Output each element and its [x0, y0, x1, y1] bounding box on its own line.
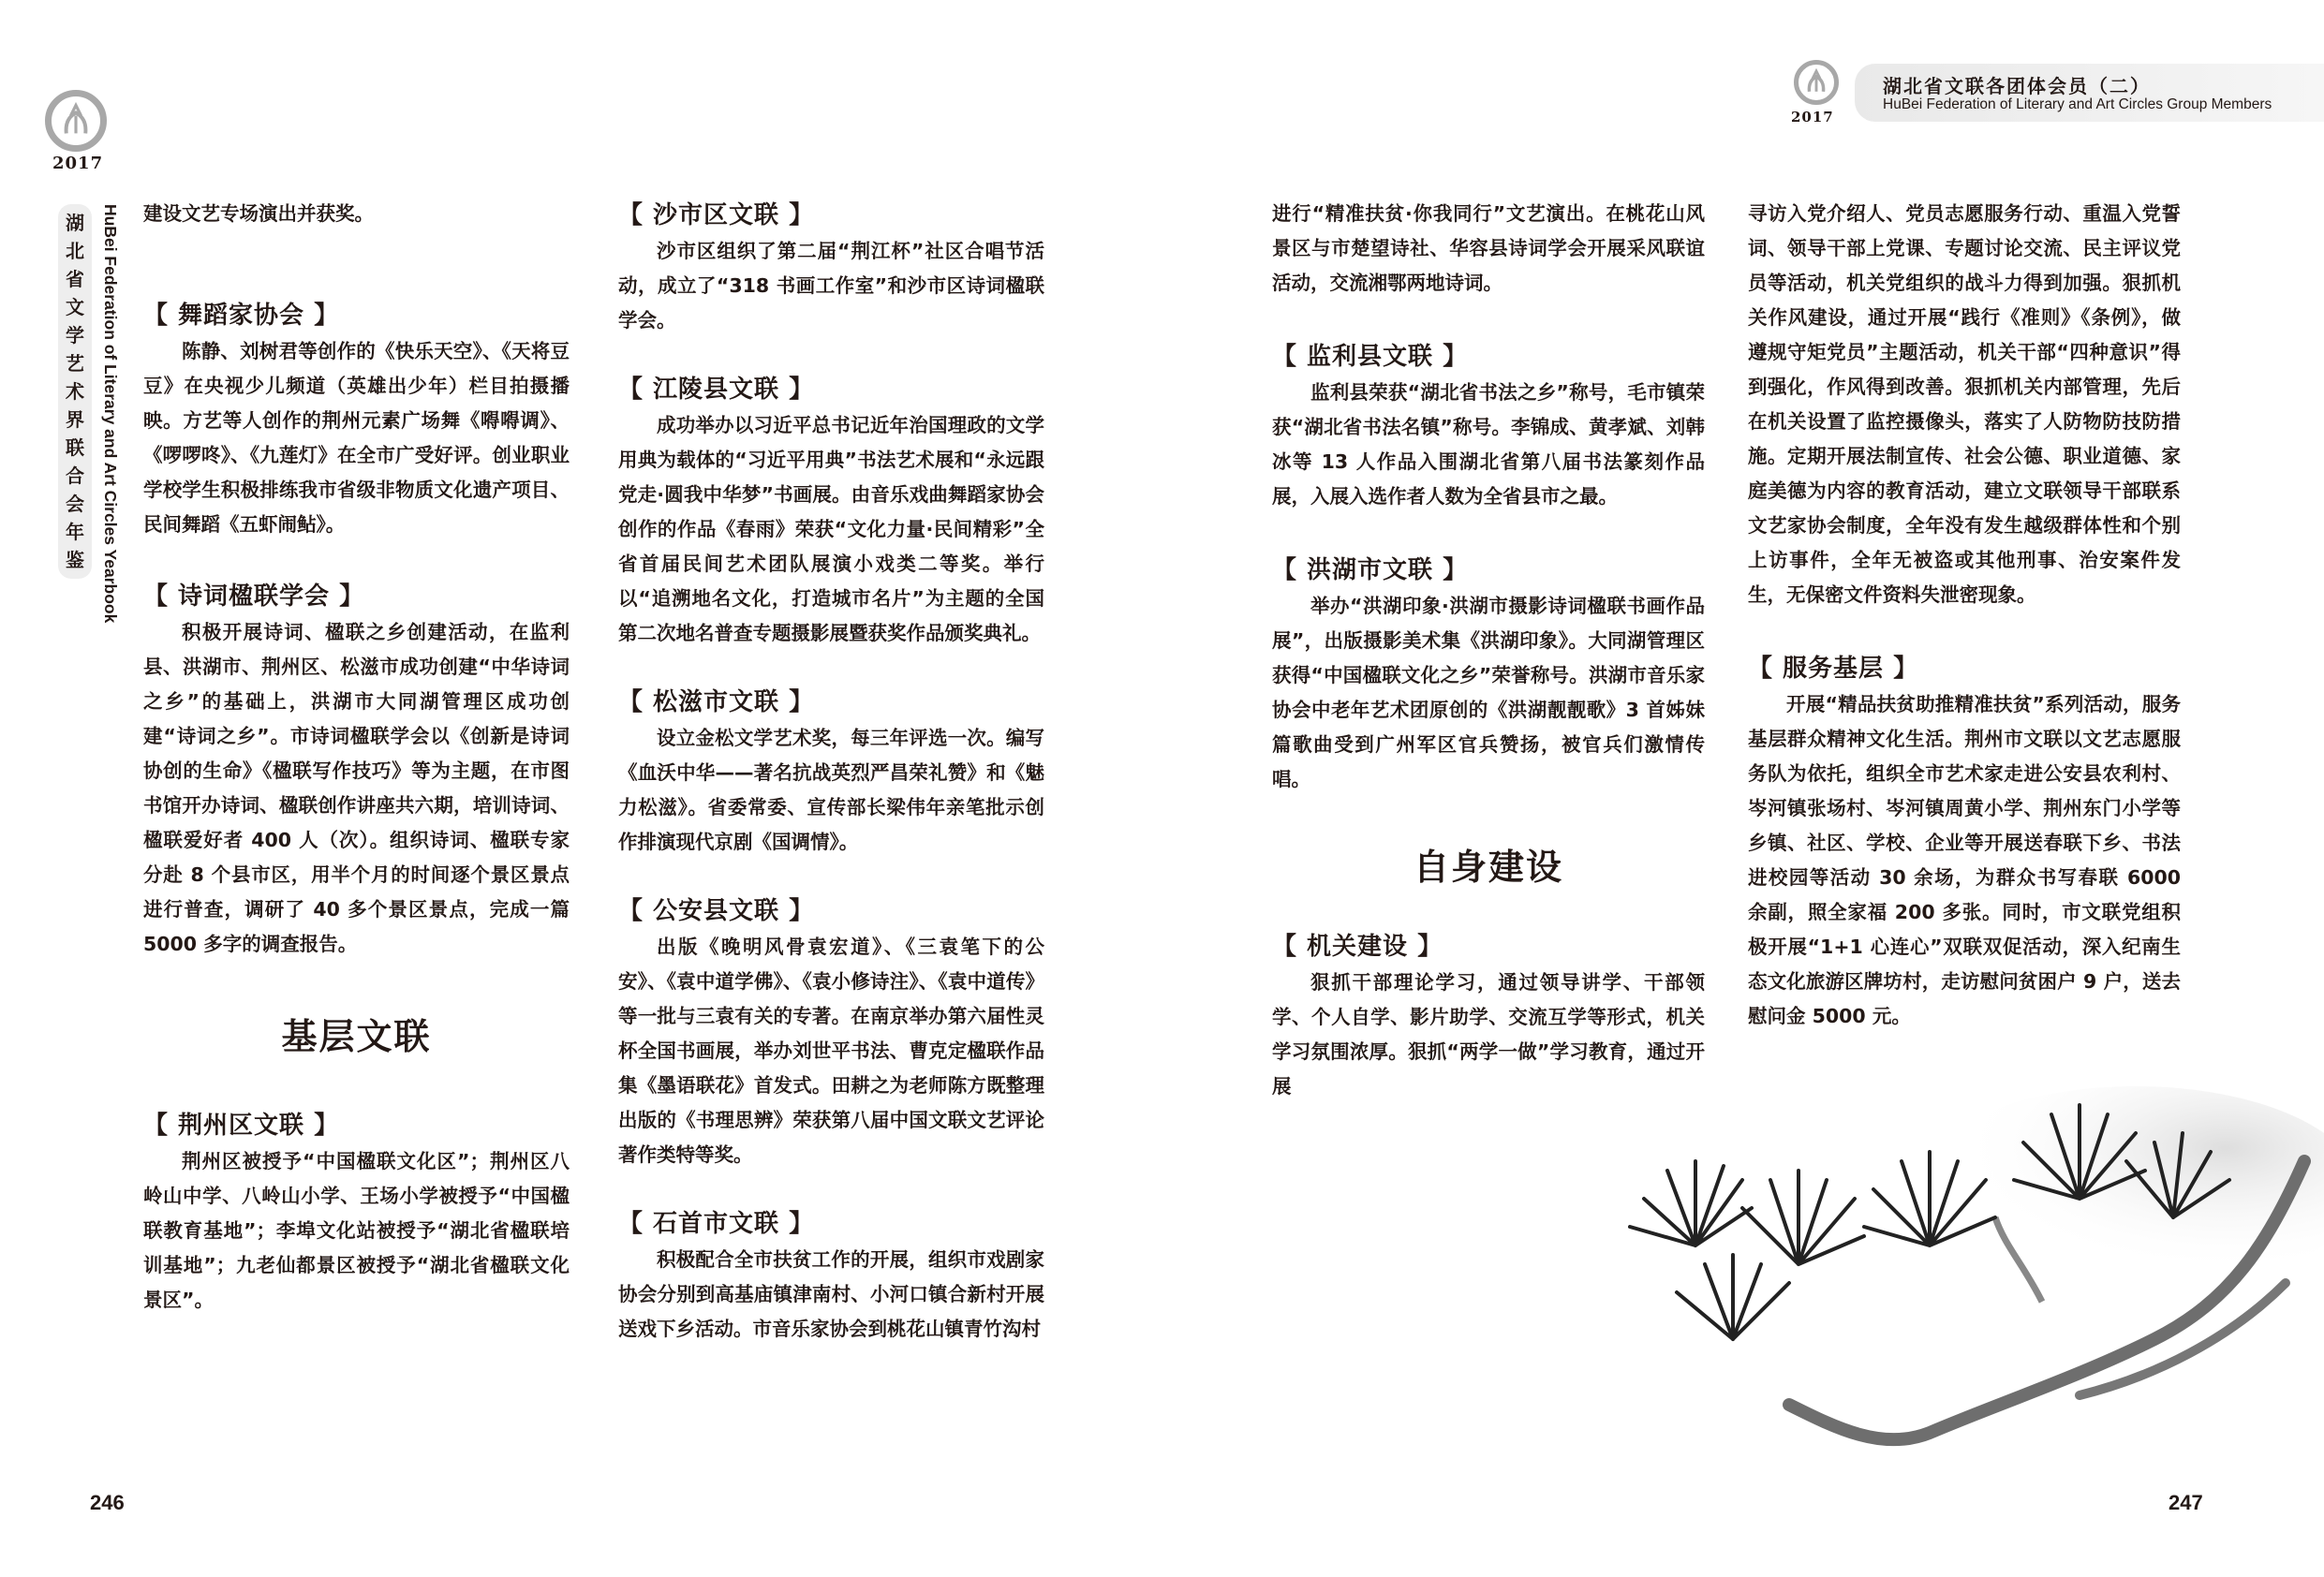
section-heading: 【 沙市区文联 】 [618, 201, 815, 229]
header-title-cn: 湖北省文联各团体会员（二） [1883, 75, 2151, 97]
paragraph: 开展“精品扶贫助推精准扶贫”系列活动，服务基层群众精神文化生活。荆州市文联以文艺志愿服务队为依托，组织全市艺术家走进公安县农利村、岑河镇张场村、岑河镇周黄小学、荆州东门小学等乡镇、社区、学校、企业等开展送春联下乡、书法进校园等活动 30 余场，为群众书写春联 6000 余副，照全家福 200 多张。同时，市文联党组积极开展“1+1 心连心”双联双促活动，深入纪南生态文化旅游区牌坊村，走访慰问贫困户 9 户，送去慰问金 5000 元。 [1748, 693, 2181, 1027]
sidebar-char: 艺 [66, 352, 84, 375]
paragraph: 陈静、刘树君等创作的《快乐天空》、《天将豆豆》在央视少儿频道（英雄出少年）栏目拍摄播映。方艺等人创作的荆州元素广场舞《嘚嘚调》、《啰啰咚》、《九莲灯》在全市广受好评。创业职业学校学生积极排练我市省级非物质文化遗产项目、民间舞蹈《五虾闹鲇》。 [143, 340, 570, 536]
sidebar-char: 鉴 [66, 549, 84, 571]
header-title-en: HuBei Federation of Literary and Art Circles Group Members [1883, 96, 2272, 112]
section-heading: 【 诗词楹联学会 】 [143, 582, 365, 611]
paragraph: 积极开展诗词、楹联之乡创建活动，在监利县、洪湖市、荆州区、松滋市成功创建“中华诗词之乡”的基础上，洪湖市大同湖管理区成功创建“诗词之乡”。市诗词楹联学会以《创新是诗词协创的生命》《楹联写作技巧》等为主题，在市图书馆开办诗词、楹联创作讲座共六期，培训诗词、楹联爱好者 400 人（次）。组织诗词、楹联专家分赴 8 个县市区，用半个月的时间逐个景区景点进行普查，调研了 40 多个景区景点，完成一篇 5000 多字的调查报告。 [143, 621, 570, 955]
section-heading: 【 监利县文联 】 [1272, 343, 1469, 371]
sidebar-char: 联 [66, 436, 84, 459]
sidebar-char: 学 [66, 324, 84, 346]
right-column-1 [1272, 197, 1705, 1104]
section-heading: 【 江陵县文联 】 [618, 376, 815, 404]
sidebar-title-en [97, 204, 122, 624]
section-heading: 【 机关建设 】 [1272, 933, 1443, 961]
page-number: 246 [90, 1491, 125, 1514]
chapter-heading: 基层文联 [281, 1016, 432, 1057]
section-heading: 【 石首市文联 】 [618, 1210, 815, 1238]
section-heading: 【 公安县文联 】 [618, 897, 815, 925]
paragraph: 建设文艺专场演出并获奖。 [143, 202, 374, 225]
sidebar-title-en-text: HuBei Federation of Literary and Art Circles Yearbook [101, 204, 120, 624]
sidebar-char: 合 [66, 464, 84, 487]
federation-logo-icon [1794, 60, 1839, 105]
paragraph: 寻访入党介绍人、党员志愿服务行动、重温入党誓词、领导干部上党课、专题讨论交流、民主评议党员等活动，机关党组织的战斗力得到加强。狠抓机关作风建设，通过开展“践行《准则》《条例》，做遵规守矩党员”主题活动，机关干部“四种意识”得到强化，作风得到改善。狠抓机关内部管理，先后在机关设置了监控摄像头，落实了人防物防技防措施。定期开展法制宣传、社会公德、职业道德、家庭美德为内容的教育活动，建立文联领导干部联系文艺家协会制度，全年没有发生越级群体性和个别上访事件，全年无被盗或其他刑事、治安案件发生，无保密文件资料失泄密现象。 [1748, 202, 2181, 606]
sidebar-char: 文 [66, 296, 84, 318]
sidebar-char: 界 [66, 408, 84, 431]
paragraph: 举办“洪湖印象·洪湖市摄影诗词楹联书画作品展”，出版摄影美术集《洪湖印象》。大同湖管理区获得“中国楹联文化之乡”荣誉称号。洪湖市音乐家协会中老年艺术团原创的《洪湖靓靓歌》3 首姊妹篇歌曲受到广州军区官兵赞扬，被官兵们激情传唱。 [1272, 595, 1705, 790]
paragraph: 监利县荣获“湖北省书法之乡”称号，毛市镇荣获“湖北省书法名镇”称号。李锦成、黄孝斌、刘韩冰等 13 人作品入围湖北省第八届书法篆刻作品展，入展入选作者人数为全省县市之最。 [1272, 381, 1705, 508]
paragraph: 积极配合全市扶贫工作的开展，组织市戏剧家协会分别到高基庙镇津南村、小河口镇合新村开展送戏下乡活动。市音乐家协会到桃花山镇青竹沟村 [618, 1248, 1044, 1340]
section-heading: 【 洪湖市文联 】 [1272, 556, 1469, 584]
yearbook-year: 2017 [1791, 109, 1834, 125]
pine-branch-illustration [1555, 1058, 2324, 1526]
sidebar-char: 年 [66, 521, 84, 543]
paragraph: 设立金松文学艺术奖，每三年评选一次。编写《血沃中华——著名抗战英烈严昌荣礼赞》和《魅力松滋》。省委常委、宣传部长梁伟年亲笔批示创作排演现代京剧《国调情》。 [618, 727, 1044, 853]
section-heading: 【 荆州区文联 】 [143, 1112, 340, 1140]
left-column-2 [618, 197, 1044, 1347]
right-column-2 [1748, 197, 2181, 1034]
sidebar-char: 北 [66, 240, 84, 262]
sidebar-char: 湖 [66, 212, 84, 234]
left-column-1 [143, 197, 570, 1318]
section-heading: 【 服务基层 】 [1748, 655, 1919, 683]
federation-logo-icon [45, 90, 107, 152]
paragraph: 进行“精准扶贫·你我同行”文艺演出。在桃花山风景区与市楚望诗社、华容县诗词学会开展采风联谊活动，交流湘鄂两地诗词。 [1272, 202, 1705, 294]
section-heading: 【 舞蹈家协会 】 [143, 302, 340, 330]
page-number: 247 [2169, 1491, 2203, 1514]
sidebar-char: 会 [66, 493, 84, 515]
yearbook-year: 2017 [52, 154, 104, 173]
sidebar-char: 省 [66, 268, 84, 290]
paragraph: 沙市区组织了第二届“荆江杯”社区合唱节活动，成立了“318 书画工作室”和沙市区诗词楹联学会。 [618, 240, 1044, 332]
chapter-heading: 自身建设 [1413, 847, 1563, 888]
paragraph: 狠抓干部理论学习，通过领导讲学、干部领学、个人自学、影片助学、交流互学等形式，机关学习氛围浓厚。狠抓“两学一做”学习教育，通过开展 [1272, 971, 1705, 1098]
paragraph: 成功举办以习近平总书记近年治国理政的文学用典为载体的“习近平用典”书法艺术展和“永远跟党走·圆我中华梦”书画展。由音乐戏曲舞蹈家协会创作的作品《春雨》荣获“文化力量·民间精彩”全省首届民间艺术团队展演小戏类二等奖。举行以“追溯地名文化，打造城市名片”为主题的全国第二次地名普查专题摄影展暨获奖作品颁奖典礼。 [618, 414, 1044, 644]
section-heading: 【 松滋市文联 】 [618, 688, 815, 716]
paragraph: 荆州区被授予“中国楹联文化区”；荆州区八岭山中学、八岭山小学、王场小学被授予“中国楹联教育基地”；李埠文化站被授予“湖北省楹联培训基地”；九老仙都景区被授予“湖北省楹联文化景区”。 [143, 1150, 570, 1311]
sidebar-char: 术 [66, 380, 84, 403]
paragraph: 出版《晚明风骨袁宏道》、《三袁笔下的公安》、《袁中道学佛》、《袁小修诗注》、《袁中道传》等一批与三袁有关的专著。在南京举办第六届性灵杯全国书画展，举办刘世平书法、曹克定楹联作品集《墨语联花》首发式。田耕之为老师陈方既整理出版的《书理思辨》荣获第八届中国文联文艺评论著作类特等奖。 [618, 936, 1044, 1166]
sidebar-title-cn [58, 204, 92, 579]
